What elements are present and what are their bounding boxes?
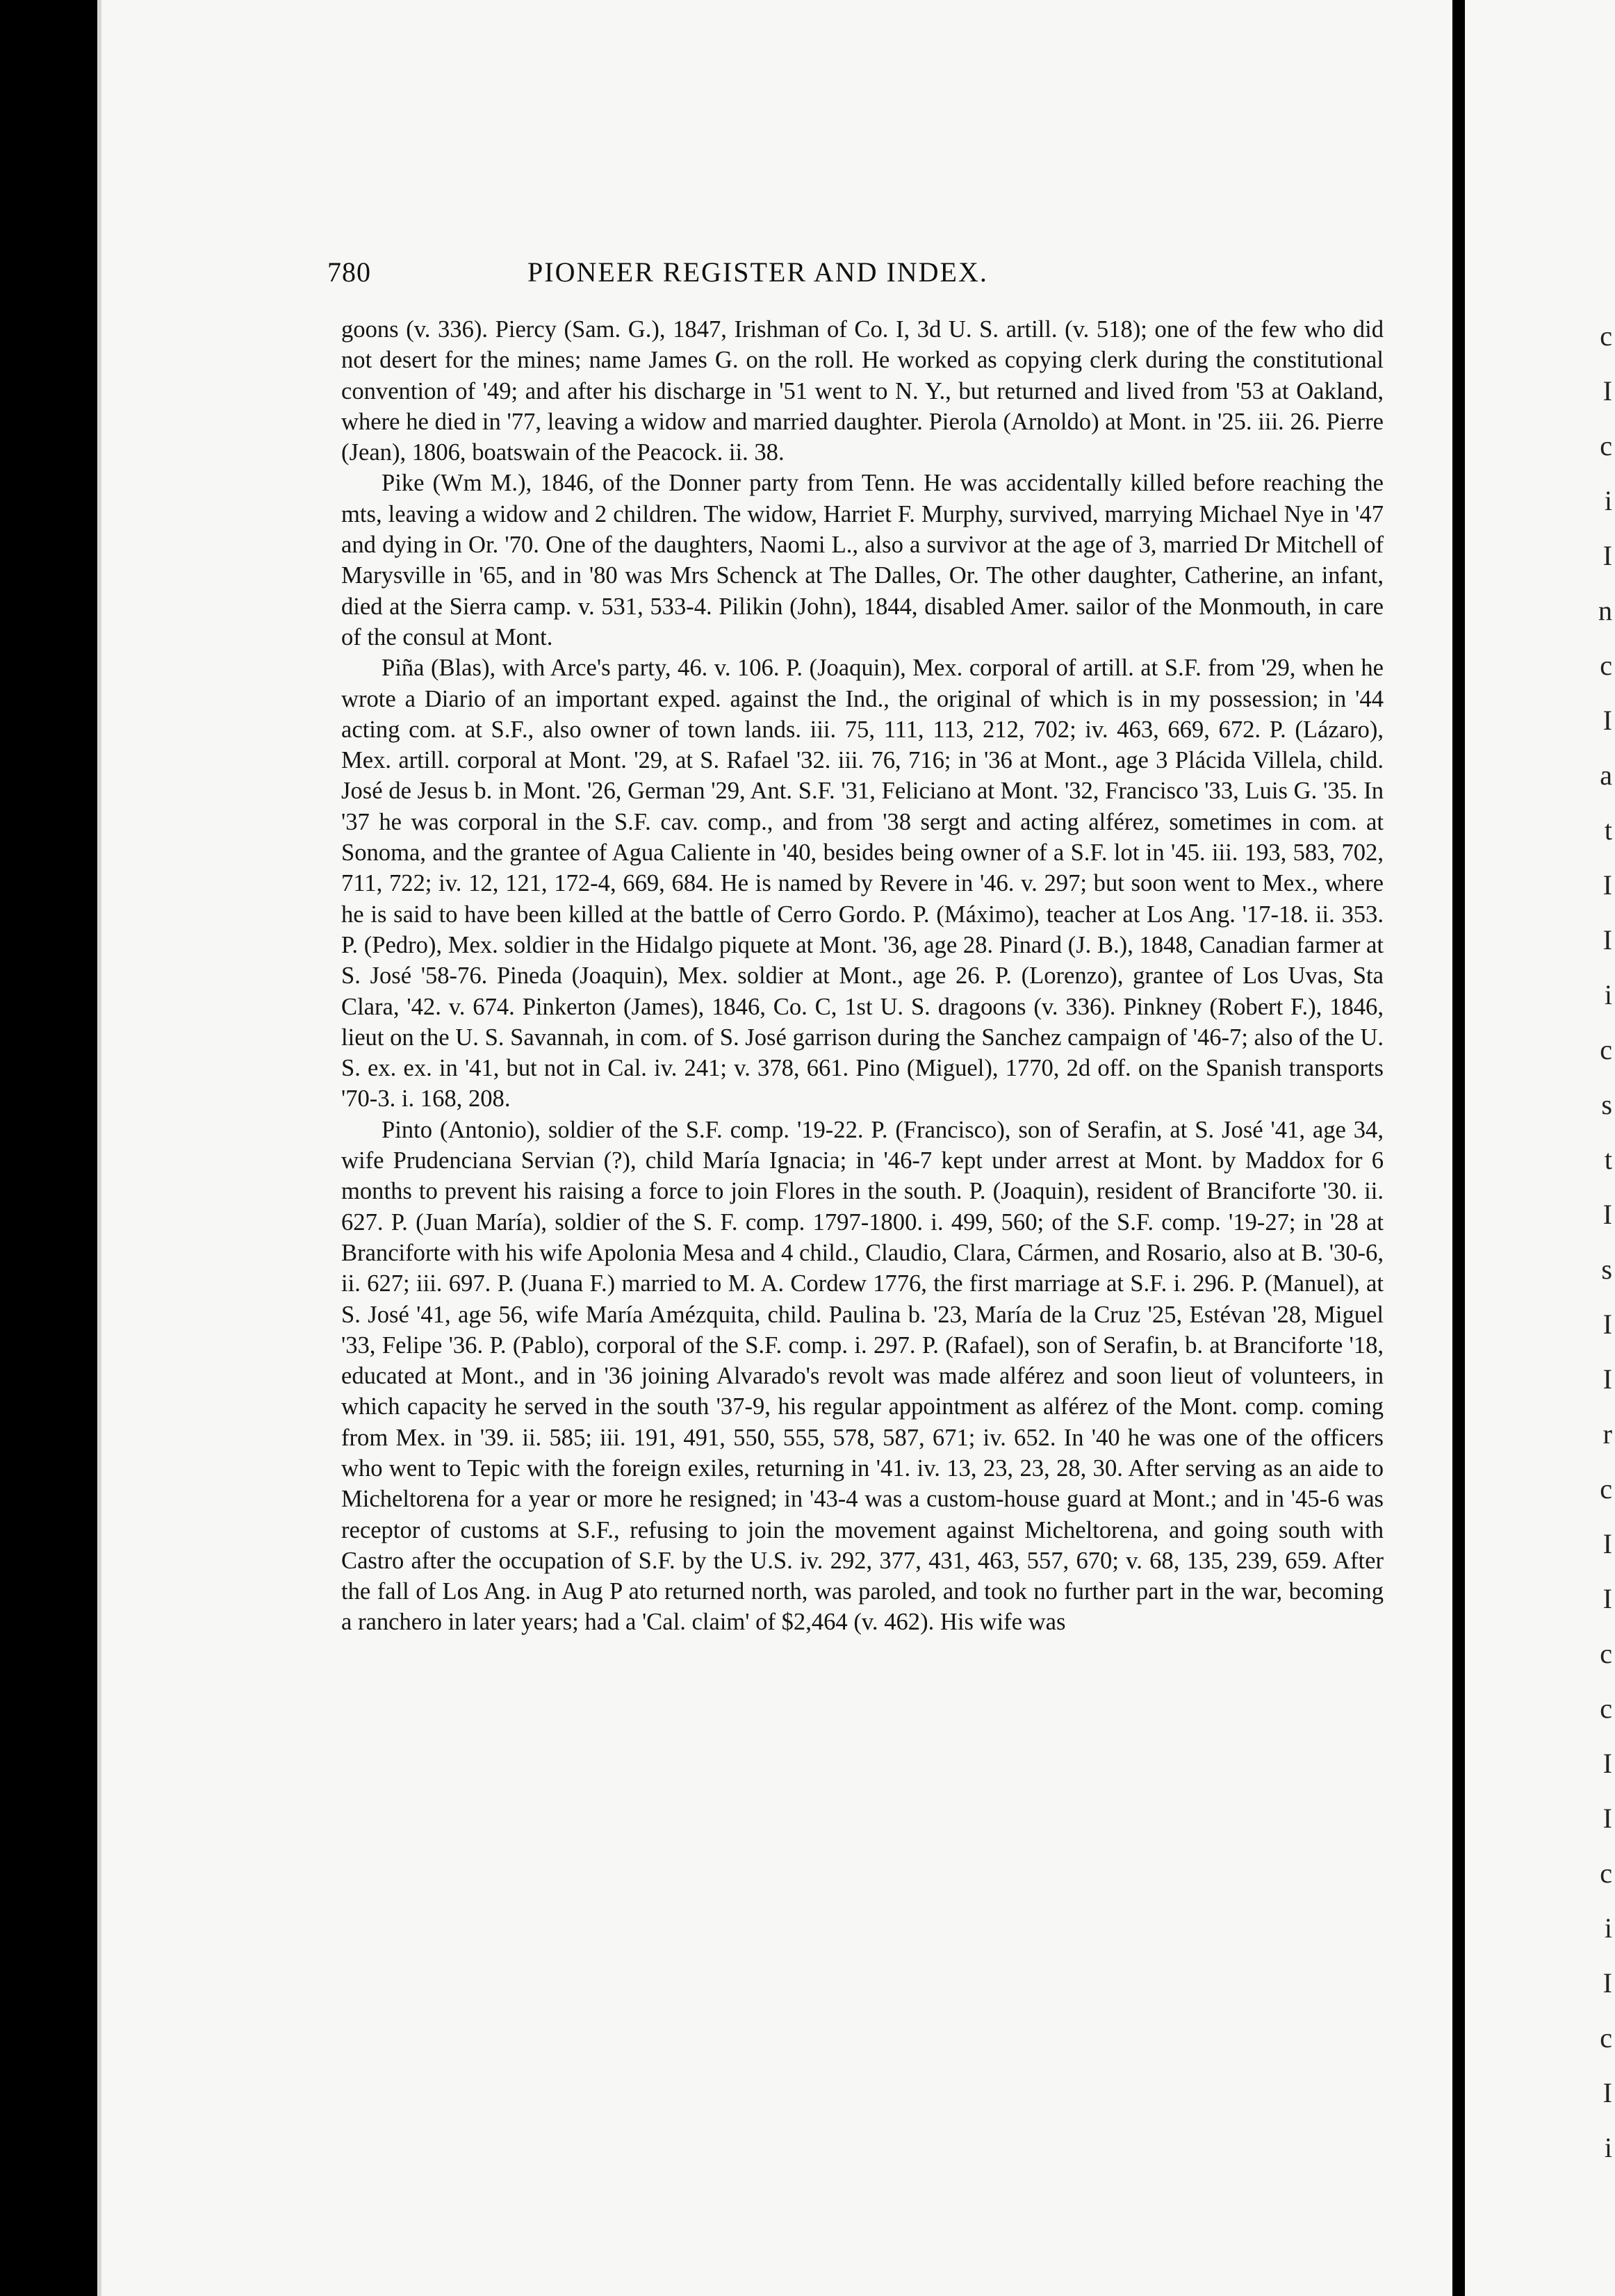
adjacent-page-letter: c <box>1600 2022 1612 2053</box>
adjacent-page-letter: I <box>1602 1748 1612 1779</box>
adjacent-page-letter: c <box>1600 1858 1612 1889</box>
adjacent-page-letter: I <box>1602 540 1612 571</box>
adjacent-page-letter: c <box>1600 320 1612 352</box>
adjacent-page-letter: I <box>1602 1583 1612 1614</box>
adjacent-page-letter: t <box>1604 814 1612 846</box>
adjacent-page-letter: n <box>1598 595 1612 626</box>
adjacent-page-letter: t <box>1604 1144 1612 1175</box>
adjacent-page-letter: c <box>1600 1693 1612 1724</box>
adjacent-page-letter: i <box>1604 1912 1612 1944</box>
adjacent-page-letter: c <box>1600 430 1612 461</box>
adjacent-page-letter: I <box>1602 1363 1612 1395</box>
adjacent-page-letter: i <box>1604 485 1612 516</box>
page-number: 780 <box>327 256 371 288</box>
adjacent-page-letter: c <box>1600 1638 1612 1669</box>
adjacent-page-letter: I <box>1602 1199 1612 1230</box>
adjacent-page-letter: I <box>1602 1803 1612 1834</box>
adjacent-page-letter: c <box>1600 650 1612 681</box>
adjacent-page-letter: a <box>1600 760 1612 791</box>
adjacent-page-letter: r <box>1602 1418 1612 1450</box>
adjacent-page-letter: s <box>1601 1254 1612 1285</box>
paragraph-pinto: Pinto (Antonio), soldier of the S.F. comp. '19-22. P. (Francisco), son of Serafin, at S. José '41, age 34, wife Prudenciana Servian (?), child María Ignacia; in '46-7 kept under arrest at Mont. by Maddox for 6 months to prevent his raising a force to join Flores in the south. P. (Joaquin), resident of Branciforte '30. ii. 627. P. (Juan María), soldier of the S. F. comp. 1797-1800. i. 499, 560; of the S.F. comp. '19-27; in '28 at Branciforte with his wife Apolonia Mesa and 4 child., Claudio, Clara, Cármen, and Rosario, also at B. '30-6, ii. 627; iii. 697. P. (Juana F.) married to M. A. Cordew 1776, the first marriage at S.F. i. 296. P. (Manuel), at S. José '41, age 56, wife María Amézquita, child. Paulina b. '23, María de la Cruz '25, Estévan '28, Miguel '33, Felipe '36. P. (Pablo), corporal of the S.F. comp. i. 297. P. (Rafael), son of Serafin, b. at Branciforte '18, educated at Mont., and in '36 joining Alvarado's revolt was made alférez and soon lieut of volunteers, in which capacity he served in the south '37-9, his regular appointment as alférez of the Mont. comp. coming from Mex. in '39. ii. 585; iii. 191, 491, 550, 555, 578, 587, 671; iv. 652. In '40 he was one of the officers who went to Tepic with the foreign exiles, returning in '41. iv. 13, 23, 23, 28, 30. After serving as an aide to Micheltorena for a year or more he resigned; in '43-4 was a custom-house guard at Mont.; and in '45-6 was receptor of customs at S.F., refusing to join the movement against Micheltorena, and going south with Castro after the occupation of S.F. by the U.S. iv. 292, 377, 431, 463, 557, 670; v. 68, 135, 239, 659. After the fall of Los Ang. in Aug P ato returned north, was paroled, and took no further part in the war, becoming a ranchero in later years; had a 'Cal. claim' of $2,464 (v. 462). His wife was <box>341 1116 1384 1636</box>
adjacent-page-letter: i <box>1604 979 1612 1010</box>
paragraph-pike: Pike (Wm M.), 1846, of the Donner party from Tenn. He was accidentally killed before reaching the mts, leaving a widow and 2 children. The widow, Harriet F. Murphy, survived, marrying Michael Nye in '47 and dying in Or. '70. One of the daughters, Naomi L., also a survivor at the age of 3, married Dr Mitchell of Marysville in '65, and in '80 was Mrs Schenck at The Dalles, Or. The other daughter, Catherine, an infant, died at the Sierra camp. v. 531, 533-4. Pilikin (John), 1844, disabled Amer. sailor of the Monmouth, in care of the consul at Mont. <box>341 470 1384 650</box>
register-text <box>341 314 1384 1638</box>
adjacent-page-letter: c <box>1600 1034 1612 1065</box>
paragraph-piercy: goons (v. 336). Piercy (Sam. G.), 1847, Irishman of Co. I, 3d U. S. artill. (v. 518); one of the few who did not desert for the mines; name James G. on the roll. He worked as copying clerk during the constitutional convention of '49; and after his discharge in '51 went to N. Y., but returned and lived from '53 at Oakland, where he died in '77, leaving a widow and married daughter. Pierola (Arnoldo) at Mont. in '25. iii. 26. Pierre (Jean), 1806, boatswain of the Peacock. ii. 38. <box>341 316 1384 466</box>
adjacent-page-letter: I <box>1602 705 1612 736</box>
adjacent-page-edge <box>1455 0 1615 2296</box>
adjacent-page-letter: I <box>1602 924 1612 956</box>
adjacent-page-letter: I <box>1602 1967 1612 1999</box>
adjacent-page-letter: I <box>1602 869 1612 901</box>
adjacent-page-letter: I <box>1602 375 1612 407</box>
running-title: PIONEER REGISTER AND INDEX. <box>527 256 988 288</box>
adjacent-page-margin-letters <box>1584 0 1612 2296</box>
adjacent-page-letter: i <box>1604 2132 1612 2163</box>
scan-background-left <box>0 0 97 2296</box>
page-header <box>327 256 1179 290</box>
adjacent-page-letter: I <box>1602 1309 1612 1340</box>
adjacent-page-letter: I <box>1602 1528 1612 1559</box>
paragraph-pina: Piña (Blas), with Arce's party, 46. v. 106. P. (Joaquin), Mex. corporal of artill. at S.F. from '29, when he wrote a Diario of an important exped. against the Ind., the original of which is in my possession; in '44 acting com. at S.F., also owner of town lands. iii. 75, 111, 113, 212, 702; iv. 463, 669, 672. P. (Lázaro), Mex. artill. corporal at Mont. '29, at S. Rafael '32. iii. 76, 716; in '36 at Mont., age 3 Plácida Villela, child. José de Jesus b. in Mont. '26, German '29, Ant. S.F. '31, Feliciano at Mont. '32, Francisco '33, Luis G. '35. In '37 he was corporal in the S.F. cav. comp., and from '38 sergt and acting alférez, sometimes in com. at Sonoma, and the grantee of Agua Caliente in '40, besides being owner of a S.F. lot in '45. iii. 193, 583, 702, 711, 722; iv. 12, 121, 172-4, 669, 684. He is named by Revere in '46. v. 297; but soon went to Mex., where he is said to have been killed at the battle of Cerro Gordo. P. (Máximo), teacher at Los Ang. '17-18. ii. 353. P. (Pedro), Mex. soldier in the Hidalgo piquete at Mont. '36, age 28. Pinard (J. B.), 1848, Canadian farmer at S. José '58-76. Pineda (Joaquin), Mex. soldier at Mont., age 26. P. (Lorenzo), grantee of Los Uvas, Sta Clara, '42. v. 674. Pinkerton (James), 1846, Co. C, 1st U. S. dragoons (v. 336). Pinkney (Robert F.), 1846, lieut on the U. S. Savannah, in com. of S. José garrison during the Sanchez campaign of '46-7; also of the U. S. ex. ex. in '41, but not in Cal. iv. 241; v. 378, 661. Pino (Miguel), 1770, 2d off. on the Spanish transports '70-3. i. 168, 208. <box>341 655 1384 1113</box>
adjacent-page-letter: s <box>1601 1089 1612 1120</box>
adjacent-page-letter: I <box>1602 2077 1612 2108</box>
adjacent-page-letter: c <box>1600 1473 1612 1504</box>
book-page <box>97 0 1452 2296</box>
